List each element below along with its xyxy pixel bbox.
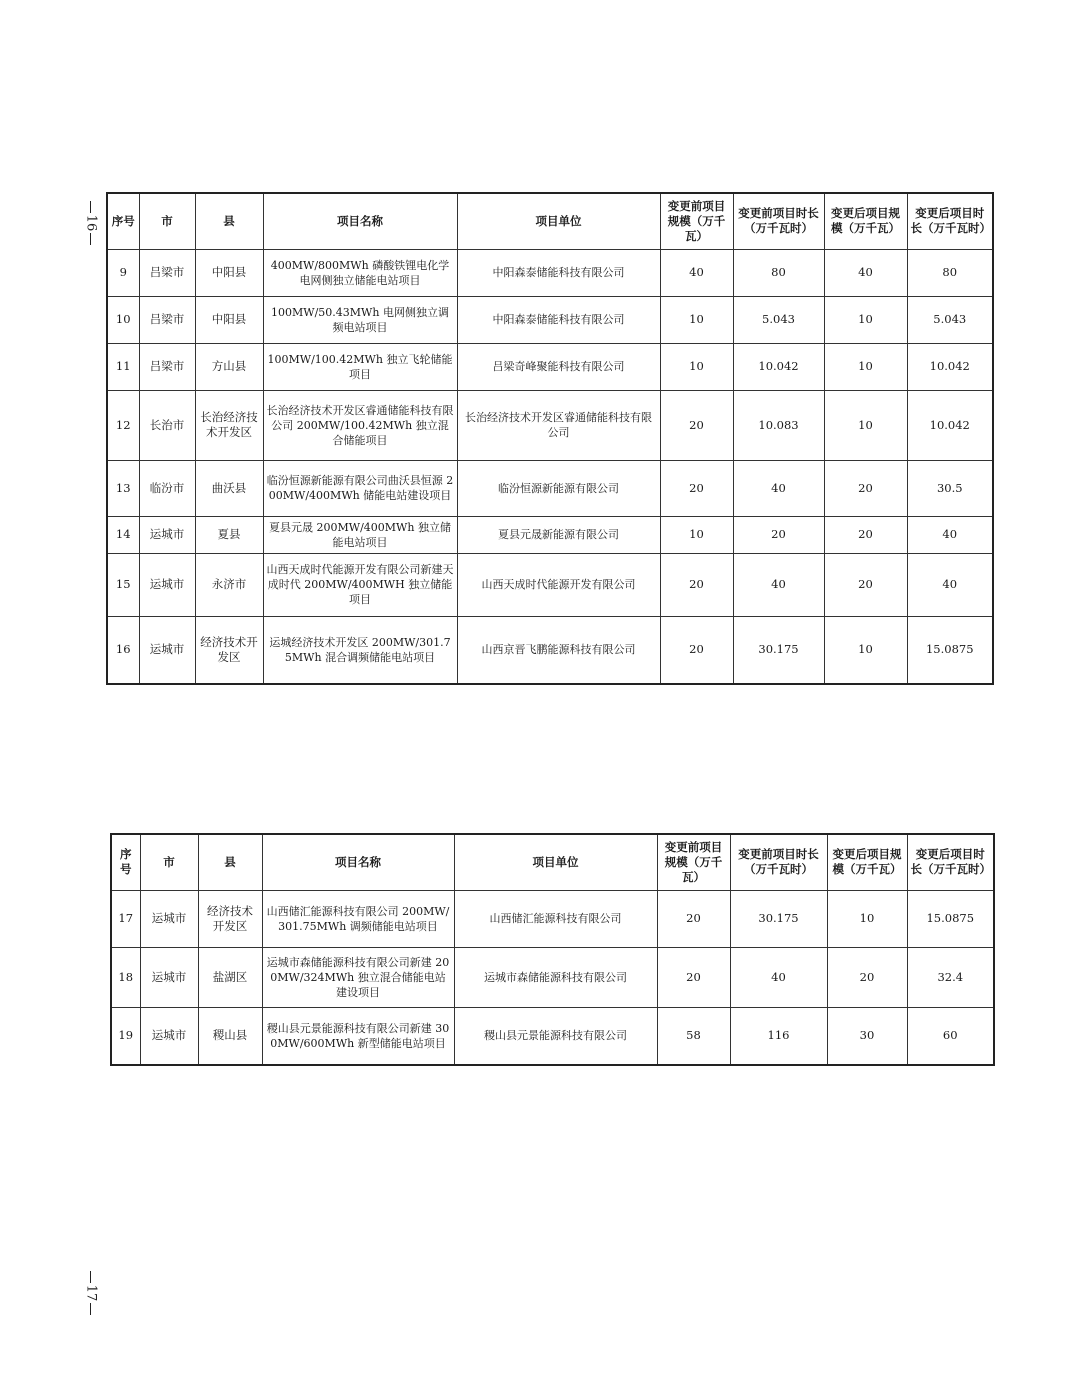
cell-after-scale: 40 xyxy=(824,249,907,296)
cell-city: 运城市 xyxy=(139,616,195,684)
cell-before-scale: 58 xyxy=(657,1007,730,1065)
table-row xyxy=(107,616,993,684)
header-county: 县 xyxy=(198,834,262,890)
page-number-bottom xyxy=(80,1268,100,1318)
cell-county: 曲沃县 xyxy=(195,460,263,516)
header-before-duration: 变更前项目时长（万千瓦时） xyxy=(730,834,827,890)
cell-after-duration: 5.043 xyxy=(907,296,993,343)
cell-county: 中阳县 xyxy=(195,296,263,343)
cell-city: 吕梁市 xyxy=(139,249,195,296)
cell-before-scale: 20 xyxy=(660,553,733,616)
table-header-row xyxy=(107,193,993,249)
header-project-unit: 项目单位 xyxy=(457,193,660,249)
table-row xyxy=(107,343,993,390)
cell-before-scale: 10 xyxy=(660,296,733,343)
table-row xyxy=(107,516,993,553)
cell-after-scale: 10 xyxy=(824,296,907,343)
cell-after-duration: 40 xyxy=(907,516,993,553)
cell-before-scale: 10 xyxy=(660,516,733,553)
cell-after-duration: 40 xyxy=(907,553,993,616)
cell-after-duration: 80 xyxy=(907,249,993,296)
cell-seq: 14 xyxy=(107,516,139,553)
cell-before-duration: 30.175 xyxy=(730,890,827,947)
cell-seq: 11 xyxy=(107,343,139,390)
header-before-scale: 变更前项目规模（万千瓦） xyxy=(657,834,730,890)
cell-after-duration: 30.5 xyxy=(907,460,993,516)
cell-before-scale: 10 xyxy=(660,343,733,390)
table-row xyxy=(107,390,993,460)
table-row xyxy=(107,296,993,343)
cell-after-scale: 10 xyxy=(824,616,907,684)
cell-project-unit: 山西储汇能源科技有限公司 xyxy=(454,890,657,947)
cell-before-duration: 40 xyxy=(733,553,824,616)
table-row xyxy=(111,947,994,1007)
cell-county: 夏县 xyxy=(195,516,263,553)
cell-city: 临汾市 xyxy=(139,460,195,516)
header-project-unit: 项目单位 xyxy=(454,834,657,890)
table-row xyxy=(111,1007,994,1065)
cell-before-duration: 20 xyxy=(733,516,824,553)
cell-before-scale: 20 xyxy=(660,616,733,684)
cell-after-duration: 15.0875 xyxy=(907,616,993,684)
cell-seq: 18 xyxy=(111,947,140,1007)
cell-before-duration: 40 xyxy=(733,460,824,516)
cell-before-scale: 20 xyxy=(657,947,730,1007)
cell-project-unit: 临汾恒源新能源有限公司 xyxy=(457,460,660,516)
header-seq: 序号 xyxy=(107,193,139,249)
cell-city: 长治市 xyxy=(139,390,195,460)
cell-seq: 15 xyxy=(107,553,139,616)
table-row xyxy=(107,460,993,516)
page-number-top-text: 16 xyxy=(82,214,98,232)
cell-project-name: 山西储汇能源科技有限公司 200MW/301.75MWh 调频储能电站项目 xyxy=(262,890,454,947)
cell-city: 吕梁市 xyxy=(139,343,195,390)
cell-after-duration: 15.0875 xyxy=(907,890,994,947)
header-county: 县 xyxy=(195,193,263,249)
cell-county: 长治经济技术开发区 xyxy=(195,390,263,460)
cell-seq: 12 xyxy=(107,390,139,460)
header-before-scale: 变更前项目规模（万千瓦） xyxy=(660,193,733,249)
cell-project-name: 山西天成时代能源开发有限公司新建天成时代 200MW/400MWH 独立储能项目 xyxy=(263,553,457,616)
header-city: 市 xyxy=(139,193,195,249)
cell-county: 中阳县 xyxy=(195,249,263,296)
cell-county: 稷山县 xyxy=(198,1007,262,1065)
cell-project-name: 稷山县元景能源科技有限公司新建 300MW/600MWh 新型储能电站项目 xyxy=(262,1007,454,1065)
header-after-scale: 变更后项目规模（万千瓦） xyxy=(824,193,907,249)
cell-county: 盐湖区 xyxy=(198,947,262,1007)
cell-before-duration: 5.043 xyxy=(733,296,824,343)
header-seq: 序号 xyxy=(111,834,140,890)
cell-project-unit: 稷山县元景能源科技有限公司 xyxy=(454,1007,657,1065)
cell-project-unit: 运城市森储能源科技有限公司 xyxy=(454,947,657,1007)
cell-after-duration: 60 xyxy=(907,1007,994,1065)
cell-after-scale: 10 xyxy=(824,343,907,390)
cell-project-unit: 长治经济技术开发区睿通储能科技有限公司 xyxy=(457,390,660,460)
cell-project-unit: 夏县元晟新能源有限公司 xyxy=(457,516,660,553)
cell-city: 运城市 xyxy=(139,553,195,616)
cell-project-unit: 山西天成时代能源开发有限公司 xyxy=(457,553,660,616)
cell-before-scale: 20 xyxy=(657,890,730,947)
table-row xyxy=(107,553,993,616)
table-row xyxy=(107,249,993,296)
header-after-duration: 变更后项目时长（万千瓦时） xyxy=(907,193,993,249)
cell-before-duration: 40 xyxy=(730,947,827,1007)
cell-before-duration: 10.083 xyxy=(733,390,824,460)
header-after-scale: 变更后项目规模（万千瓦） xyxy=(827,834,907,890)
cell-city: 运城市 xyxy=(140,947,198,1007)
cell-project-name: 临汾恒源新能源有限公司曲沃县恒源 200MW/400MWh 储能电站建设项目 xyxy=(263,460,457,516)
cell-before-scale: 40 xyxy=(660,249,733,296)
cell-county: 经济技术开发区 xyxy=(198,890,262,947)
cell-after-duration: 10.042 xyxy=(907,343,993,390)
header-project-name: 项目名称 xyxy=(263,193,457,249)
header-project-name: 项目名称 xyxy=(262,834,454,890)
cell-before-duration: 80 xyxy=(733,249,824,296)
cell-before-duration: 10.042 xyxy=(733,343,824,390)
cell-seq: 19 xyxy=(111,1007,140,1065)
table-row xyxy=(111,890,994,947)
page-number-top xyxy=(80,198,100,248)
cell-after-scale: 20 xyxy=(824,553,907,616)
cell-project-name: 100MW/100.42MWh 独立飞轮储能项目 xyxy=(263,343,457,390)
cell-after-scale: 10 xyxy=(824,390,907,460)
cell-seq: 9 xyxy=(107,249,139,296)
cell-after-duration: 32.4 xyxy=(907,947,994,1007)
cell-after-scale: 10 xyxy=(827,890,907,947)
header-city: 市 xyxy=(140,834,198,890)
cell-after-scale: 20 xyxy=(824,516,907,553)
cell-project-name: 100MW/50.43MWh 电网侧独立调频电站项目 xyxy=(263,296,457,343)
project-table-1 xyxy=(106,192,994,685)
project-table-2 xyxy=(110,833,995,1066)
cell-project-unit: 中阳森泰储能科技有限公司 xyxy=(457,249,660,296)
cell-before-scale: 20 xyxy=(660,390,733,460)
table-header-row xyxy=(111,834,994,890)
cell-before-duration: 30.175 xyxy=(733,616,824,684)
cell-project-name: 运城市森储能源科技有限公司新建 200MW/324MWh 独立混合储能电站建设项目 xyxy=(262,947,454,1007)
cell-city: 吕梁市 xyxy=(139,296,195,343)
cell-project-unit: 山西京晋飞鹏能源科技有限公司 xyxy=(457,616,660,684)
cell-before-duration: 116 xyxy=(730,1007,827,1065)
cell-county: 经济技术开发区 xyxy=(195,616,263,684)
header-after-duration: 变更后项目时长（万千瓦时） xyxy=(907,834,994,890)
cell-seq: 16 xyxy=(107,616,139,684)
cell-project-name: 400MW/800MWh 磷酸铁锂电化学电网侧独立储能电站项目 xyxy=(263,249,457,296)
cell-seq: 10 xyxy=(107,296,139,343)
cell-after-scale: 20 xyxy=(827,947,907,1007)
cell-seq: 17 xyxy=(111,890,140,947)
cell-county: 永济市 xyxy=(195,553,263,616)
cell-project-unit: 吕梁奇峰聚能科技有限公司 xyxy=(457,343,660,390)
cell-project-name: 运城经济技术开发区 200MW/301.75MWh 混合调频储能电站项目 xyxy=(263,616,457,684)
page-number-bottom-text: 17 xyxy=(82,1284,98,1302)
header-before-duration: 变更前项目时长（万千瓦时） xyxy=(733,193,824,249)
cell-before-scale: 20 xyxy=(660,460,733,516)
cell-city: 运城市 xyxy=(140,1007,198,1065)
cell-after-scale: 30 xyxy=(827,1007,907,1065)
cell-city: 运城市 xyxy=(139,516,195,553)
cell-project-unit: 中阳森泰储能科技有限公司 xyxy=(457,296,660,343)
cell-project-name: 夏县元晟 200MW/400MWh 独立储能电站项目 xyxy=(263,516,457,553)
cell-seq: 13 xyxy=(107,460,139,516)
cell-after-scale: 20 xyxy=(824,460,907,516)
cell-county: 方山县 xyxy=(195,343,263,390)
cell-after-duration: 10.042 xyxy=(907,390,993,460)
cell-project-name: 长治经济技术开发区睿通储能科技有限公司 200MW/100.42MWh 独立混合储能项目 xyxy=(263,390,457,460)
cell-city: 运城市 xyxy=(140,890,198,947)
